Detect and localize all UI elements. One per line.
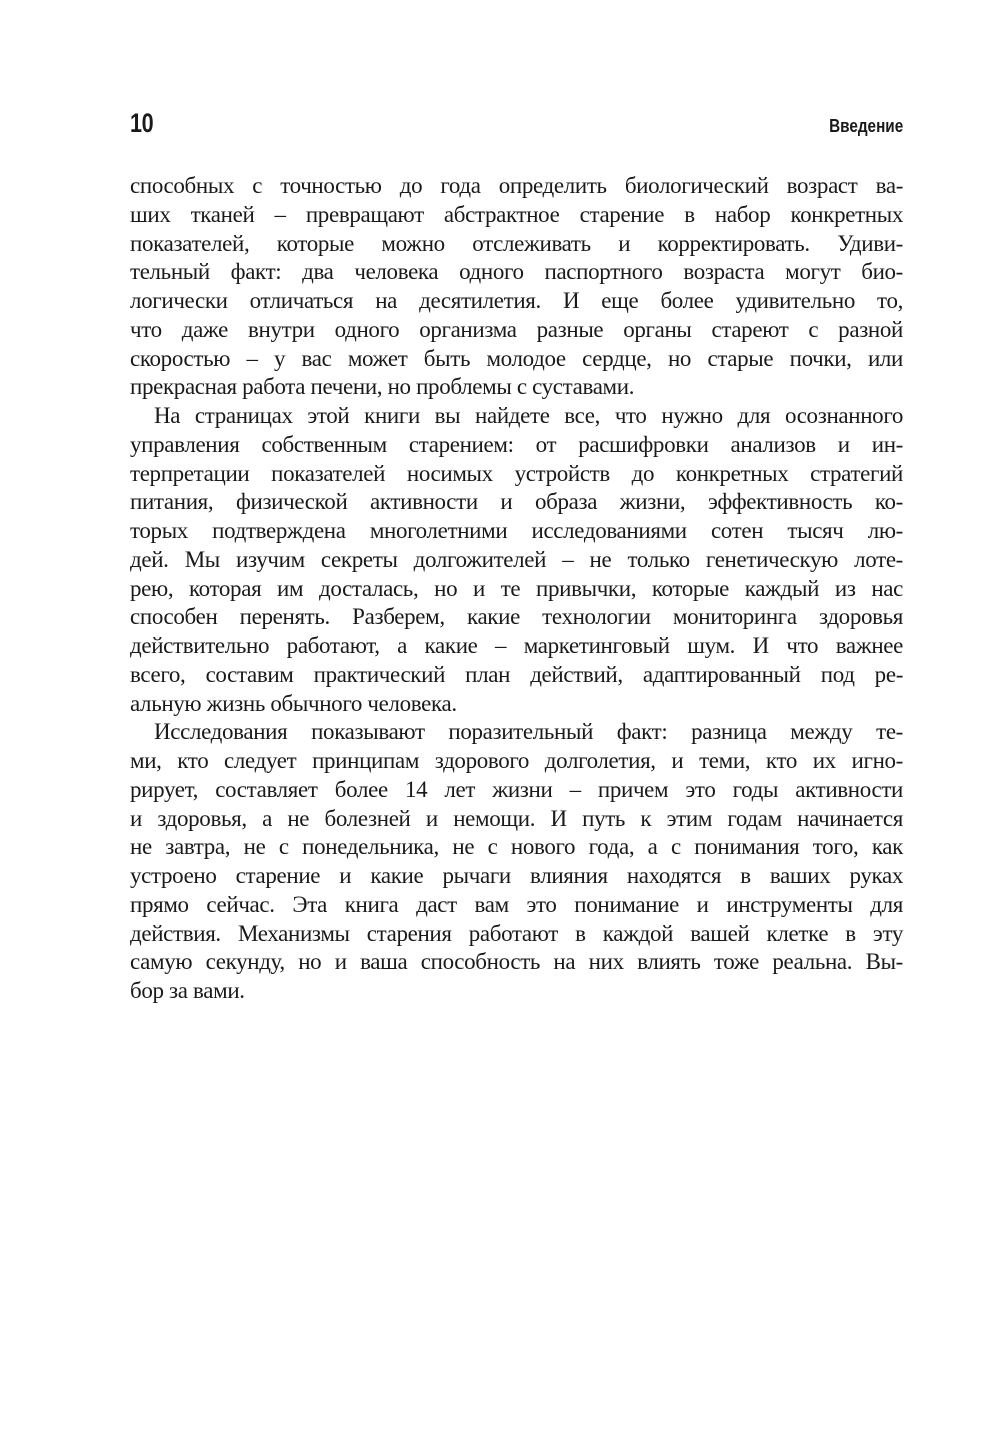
text-line: питания, физической активности и образа жизни, эффективность ко- — [130, 489, 903, 515]
text-line: показателей, которые можно отслеживать и корректировать. Удиви- — [130, 230, 903, 256]
text-line: На страницах этой книги вы найдете все, что нужно для осознанного — [154, 403, 903, 428]
text-line: способных с точностью до года определить биологический возраст ва- — [130, 173, 903, 198]
text-line: ми, кто следует принципам здорового долголетия, и теми, кто их игно- — [130, 748, 903, 773]
text-line: скоростью – у вас может быть молодое сердце, но старые почки, или — [130, 345, 903, 371]
text-line: ших тканей – превращают абстрактное старение в набор конкретных — [130, 201, 903, 227]
text-line: рирует, составляет более 14 лет жизни – причем это годы активности — [130, 776, 903, 802]
text-line: действительно работают, а какие – маркетинговый шум. И что важнее — [130, 633, 903, 658]
text-line: дей. Мы изучим секреты долгожителей – не только генетическую лоте- — [130, 546, 903, 572]
paragraph — [130, 402, 903, 718]
text-line: рею, которая им досталась, но и те привычки, которые каждый из нас — [130, 575, 903, 601]
text-line: альную жизнь обычного человека. — [130, 690, 457, 716]
running-head: Введение — [828, 116, 903, 136]
paragraph — [130, 718, 903, 1006]
text-line: что даже внутри одного организма разные органы стареют с разной — [130, 316, 903, 342]
page-number: 10 — [130, 108, 154, 138]
text-line: действия. Механизмы старения работают в каждой вашей клетке в эту — [130, 920, 903, 946]
text-line: прекрасная работа печени, но проблемы с суставами. — [130, 374, 635, 400]
text-line: управления собственным старением: от расшифровки анализов и ин- — [130, 431, 903, 457]
text-line: не завтра, не с понедельника, не с нового года, а с понимания того, как — [130, 834, 903, 860]
text-line: способен перенять. Разберем, какие технологии мониторинга здоровья — [130, 604, 903, 630]
text-line: бор за вами. — [130, 978, 245, 1003]
text-line: всего, составим практический план действий, адаптированный под ре- — [130, 661, 903, 687]
text-line: тельный факт: два человека одного паспортного возраста могут био- — [130, 259, 903, 285]
text-line: устроено старение и какие рычаги влияния находятся в ваших руках — [130, 863, 903, 888]
text-line: самую секунду, но и ваша способность на них влиять тоже реальна. Вы- — [130, 949, 903, 975]
text-line: Исследования показывают поразительный факт: разница между те- — [154, 719, 903, 745]
paragraph — [130, 172, 903, 402]
text-line: логически отличаться на десятилетия. И еще более удивительно то, — [130, 288, 903, 313]
text-line: и здоровья, а не болезней и немощи. И путь к этим годам начинается — [130, 805, 903, 831]
body-text — [130, 172, 903, 1006]
text-line: торых подтверждена многолетними исследованиями сотен тысяч лю- — [130, 518, 903, 543]
text-line: прямо сейчас. Эта книга даст вам это понимание и инструменты для — [130, 891, 903, 917]
text-line: терпретации показателей носимых устройств до конкретных стратегий — [130, 460, 903, 486]
